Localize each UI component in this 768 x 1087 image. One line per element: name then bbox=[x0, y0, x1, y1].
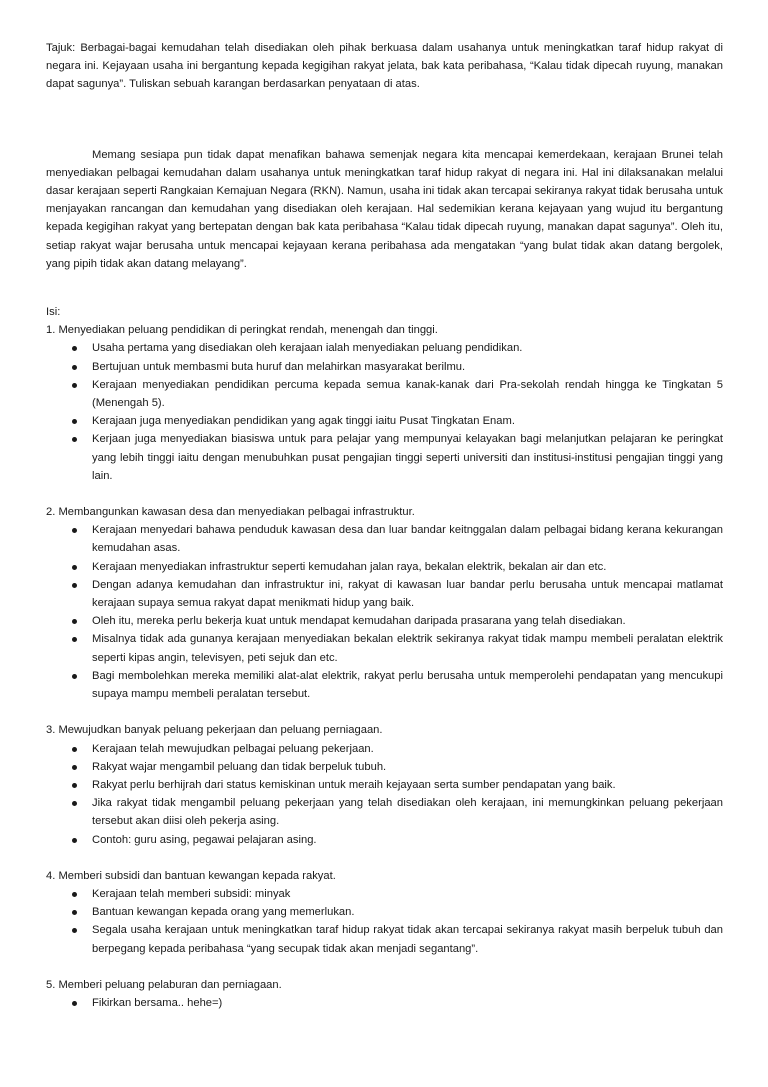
bullet-icon bbox=[72, 619, 77, 624]
list-item: Kerajaan telah memberi subsidi: minyak bbox=[46, 885, 723, 903]
bullet-icon bbox=[72, 528, 77, 533]
spacer bbox=[46, 94, 723, 146]
list-item: Kerajaan juga menyediakan pendidikan yang agak tinggi iaitu Pusat Tingkatan Enam. bbox=[46, 412, 723, 430]
bullet-icon bbox=[72, 801, 77, 806]
section-heading-1: 1. Menyediakan peluang pendidikan di peringkat rendah, menengah dan tinggi. bbox=[46, 324, 438, 337]
section-points-2 bbox=[46, 521, 723, 703]
list-item: Kerajaan menyedari bahawa penduduk kawasan desa dan luar bandar keitnggalan dalam pelbagai bidang kerana kekurangan kemudahan asas. bbox=[46, 521, 723, 557]
bullet-icon bbox=[72, 346, 77, 351]
section-heading-2: 2. Membangunkan kawasan desa dan menyediakan pelbagai infrastruktur. bbox=[46, 506, 415, 519]
section-points-4 bbox=[46, 885, 723, 958]
isi-label: Isi: bbox=[46, 306, 61, 319]
list-item: Bantuan kewangan kepada orang yang memerlukan. bbox=[46, 903, 723, 921]
list-item: Segala usaha kerajaan untuk meningkatkan taraf hidup rakyat tidak akan tercapai sekiranya rakyat masih berpeluk tubuh dan berpegang kepada peribahasa “yang secupak tidak akan menjadi segantang”. bbox=[46, 921, 723, 957]
bullet-icon bbox=[72, 365, 77, 370]
spacer bbox=[46, 703, 723, 721]
bullet-icon bbox=[72, 747, 77, 752]
essay-title-prompt: Tajuk: Berbagai-bagai kemudahan telah disediakan oleh pihak berkuasa dalam usahanya untuk meningkatkan taraf hidup rakyat di negara ini. Kejayaan usaha ini bergantung kepada kegigihan rakyat jelata, bak kata peribahasa, “Kalau tidak dipecah ruyung, manakan dapat sagunya”. Tuliskan sebuah karangan berdasarkan penyataan di atas. bbox=[46, 42, 723, 91]
list-item: Bertujuan untuk membasmi buta huruf dan melahirkan masyarakat berilmu. bbox=[46, 358, 723, 376]
bullet-icon bbox=[72, 437, 77, 442]
bullet-icon bbox=[72, 565, 77, 570]
list-item: Kerajaan menyediakan pendidikan percuma kepada semua kanak-kanak dari Pra-sekolah rendah hingga ke Tingkatan 5 (Menengah 5). bbox=[46, 376, 723, 412]
spacer bbox=[46, 485, 723, 503]
bullet-icon bbox=[72, 838, 77, 843]
section-heading-4: 4. Memberi subsidi dan bantuan kewangan kepada rakyat. bbox=[46, 869, 336, 882]
bullet-icon bbox=[72, 783, 77, 788]
section-heading-3: 3. Mewujudkan banyak peluang pekerjaan dan peluang perniagaan. bbox=[46, 724, 383, 737]
list-item: Kerajaan telah mewujudkan pelbagai peluang pekerjaan. bbox=[46, 740, 723, 758]
bullet-icon bbox=[72, 383, 77, 388]
list-item: Fikirkan bersama.. hehe=) bbox=[46, 994, 723, 1012]
section-heading-5: 5. Memberi peluang pelaburan dan perniagaan. bbox=[46, 978, 282, 991]
list-item: Usaha pertama yang disediakan oleh kerajaan ialah menyediakan peluang pendidikan. bbox=[46, 339, 723, 357]
bullet-icon bbox=[72, 1001, 77, 1006]
list-item: Bagi membolehkan mereka memiliki alat-alat elektrik, rakyat perlu berusaha untuk memperolehi pendapatan yang mencukupi supaya mampu membeli peralatan tersebut. bbox=[46, 667, 723, 703]
spacer bbox=[46, 273, 723, 303]
section-points-5 bbox=[46, 994, 723, 1012]
bullet-icon bbox=[72, 910, 77, 915]
list-item: Rakyat perlu berhijrah dari status kemiskinan untuk meraih kejayaan serta sumber pendapatan yang baik. bbox=[46, 776, 723, 794]
bullet-icon bbox=[72, 892, 77, 897]
list-item: Kerjaan juga menyediakan biasiswa untuk para pelajar yang mempunyai kelayakan bagi melanjutkan pelajaran ke peringkat yang lebih tinggi iaitu dengan menubuhkan pusat pengajian tinggi seperti universiti dan institusi-institusi pengajian tinggi yang lain. bbox=[46, 430, 723, 485]
spacer bbox=[46, 958, 723, 976]
bullet-icon bbox=[72, 928, 77, 933]
bullet-icon bbox=[72, 765, 77, 770]
list-item: Misalnya tidak ada gunanya kerajaan menyediakan bekalan elektrik sekiranya rakyat tidak mampu membeli peralatan elektrik seperti kipas angin, televisyen, peti sejuk dan etc. bbox=[46, 630, 723, 666]
list-item: Kerajaan menyediakan infrastruktur seperti kemudahan jalan raya, bekalan elektrik, bekalan air dan etc. bbox=[46, 558, 723, 576]
bullet-icon bbox=[72, 637, 77, 642]
spacer bbox=[46, 849, 723, 867]
section-points-1 bbox=[46, 339, 723, 485]
bullet-icon bbox=[72, 583, 77, 588]
list-item: Oleh itu, mereka perlu bekerja kuat untuk mendapat kemudahan daripada prasarana yang telah disediakan. bbox=[46, 612, 723, 630]
introduction-paragraph: Memang sesiapa pun tidak dapat menafikan bahawa semenjak negara kita mencapai kemerdekaan, kerajaan Brunei telah menyediakan pelbagai kemudahan dalam usahanya untuk meningkatkan taraf hidup rakyat di negara ini. Hal ini dilaksanakan melalui dasar kerajaan seperti Rangkaian Kemajuan Negara (RKN). Namun, usaha ini tidak akan tercapai sekiranya rakyat tidak berusaha untuk menjayakan rancangan dan kemudahan yang disediakan oleh kerajaan. Hal sedemikian kerana kejayaan yang wujud itu bergantung kepada kegigihan rakyat yang bertepatan dengan bak kata peribahasa “Kalau tidak dipecah ruyung, manakan dapat sagunya”. Oleh itu, setiap rakyat wajar berusaha untuk mencapai kejayaan kerana peribahasa ada mengatakan “yang bulat tidak akan datang bergolek, yang pipih tidak akan datang melayang”. bbox=[46, 148, 723, 270]
bullet-icon bbox=[72, 419, 77, 424]
list-item: Dengan adanya kemudahan dan infrastruktur ini, rakyat di kawasan luar bandar perlu berusaha untuk mencapai matlamat kerajaan supaya semua rakyat dapat menikmati hidup yang baik. bbox=[46, 576, 723, 612]
list-item: Jika rakyat tidak mengambil peluang pekerjaan yang telah disediakan oleh kerajaan, ini memungkinkan peluang pekerjaan tersebut akan diisi oleh pekerja asing. bbox=[46, 794, 723, 830]
document-page bbox=[46, 39, 723, 1012]
section-points-3 bbox=[46, 740, 723, 849]
list-item: Rakyat wajar mengambil peluang dan tidak berpeluk tubuh. bbox=[46, 758, 723, 776]
list-item: Contoh: guru asing, pegawai pelajaran asing. bbox=[46, 831, 723, 849]
bullet-icon bbox=[72, 674, 77, 679]
